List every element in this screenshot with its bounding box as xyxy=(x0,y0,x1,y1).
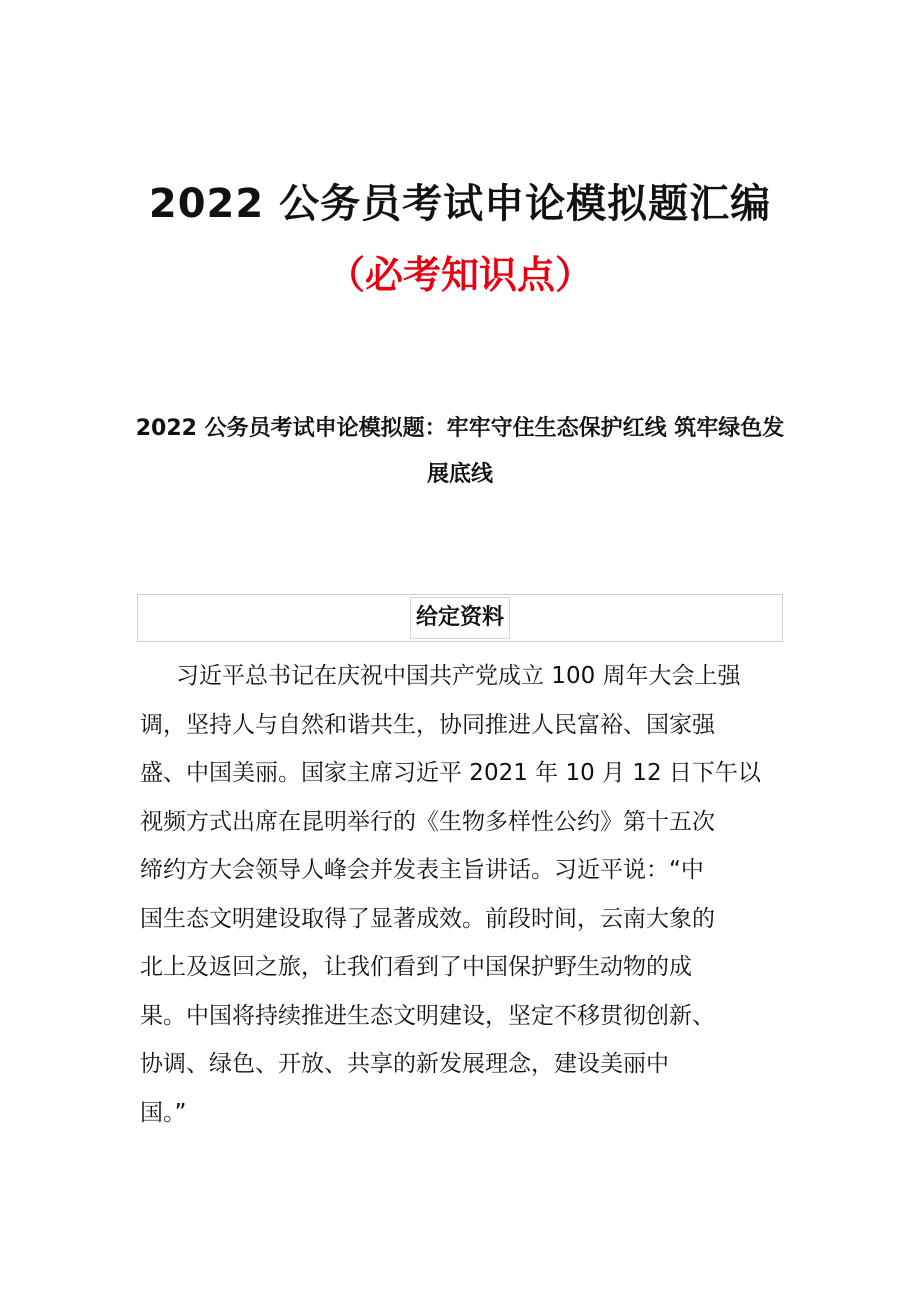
body-line: 视频方式出席在昆明举行的《生物多样性公约》第十五次 xyxy=(140,808,715,835)
body-line: 习近平总书记在庆祝中国共产党成立 100 周年大会上强 xyxy=(176,663,741,689)
body-line: 国。” xyxy=(140,1099,187,1126)
body-line: 北上及返回之旅，让我们看到了中国保护野生动物的成 xyxy=(140,954,692,980)
main-title: 2022 公务员考试申论模拟题汇编 xyxy=(148,181,772,227)
body-line: 调，坚持人与自然和谐共生，协同推进人民富裕、国家强 xyxy=(140,711,715,738)
given-material-label: 给定资料 xyxy=(410,597,510,639)
body-paragraph xyxy=(140,652,785,1137)
sub-title: （必考知识点） xyxy=(326,253,593,297)
article-title: 2022 公务员考试申论模拟题：牢牢守住生态保护红线 筑牢绿色发展底线 xyxy=(135,416,785,487)
body-line: 盛、中国美丽。国家主席习近平 2021 年 10 月 12 日下午以 xyxy=(140,760,761,786)
body-line: 缔约方大会领导人峰会并发表主旨讲话。习近平说：“中 xyxy=(140,857,704,883)
body-line: 国生态文明建设取得了显著成效。前段时间，云南大象的 xyxy=(140,905,715,932)
body-line: 果。中国将持续推进生态文明建设，坚定不移贯彻创新、 xyxy=(140,1002,715,1029)
body-line: 协调、绿色、开放、共享的新发展理念，建设美丽中 xyxy=(140,1051,669,1077)
